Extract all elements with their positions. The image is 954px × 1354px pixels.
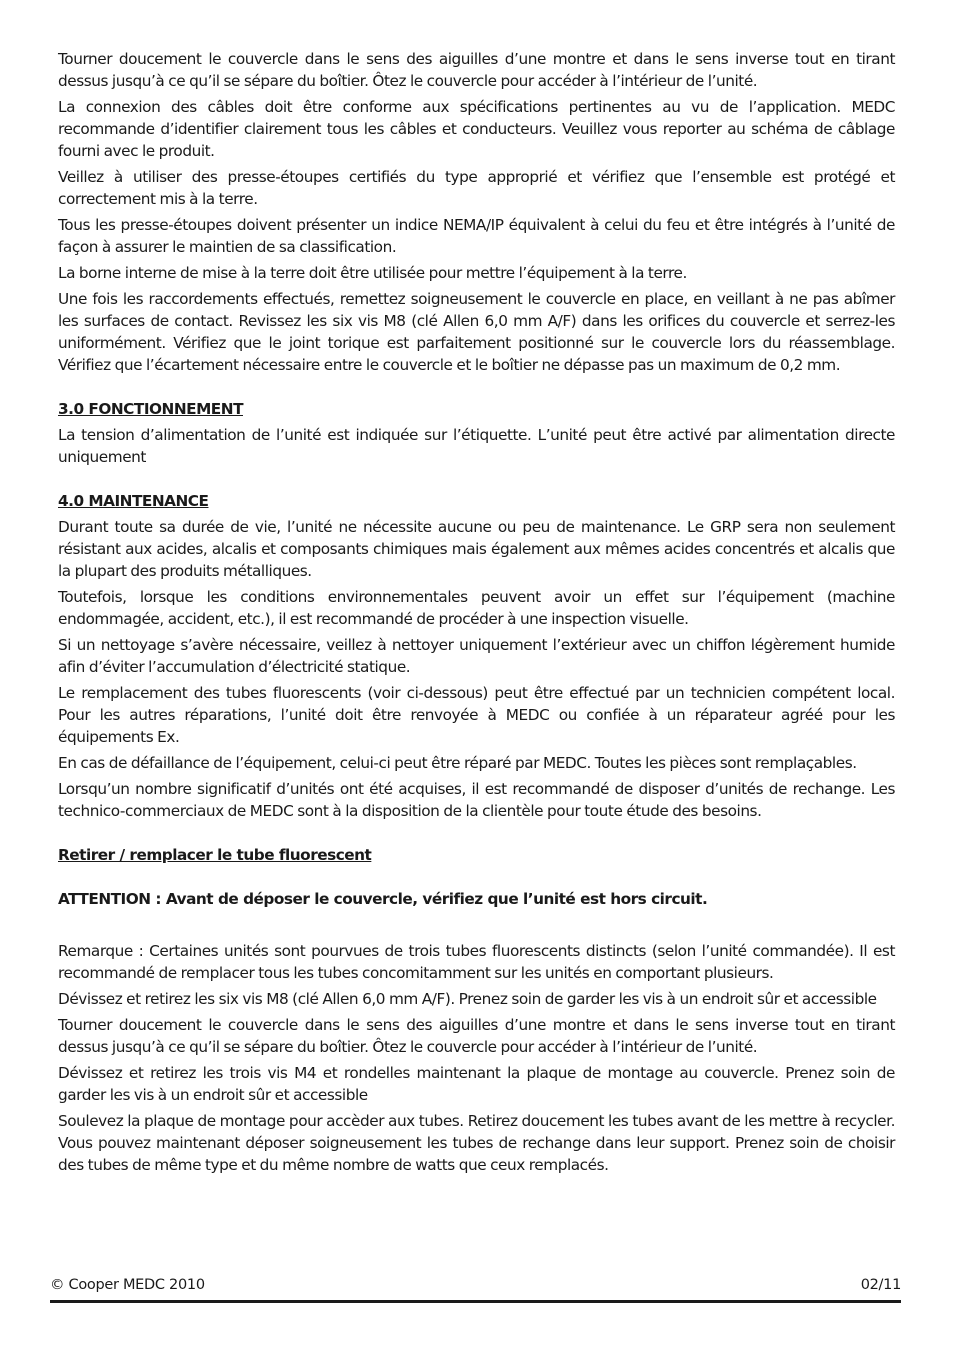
- footer-copyright: © Cooper MEDC 2010: [50, 1277, 205, 1293]
- paragraph: Lorsqu’un nombre significatif d’unités ont été acquises, il est recommandé de disposer d’unités de rechange. Les technico-commerciaux de MEDC sont à la disposition de la clientèle pour toute étude des besoins.: [58, 780, 895, 820]
- paragraph: Remarque : Certaines unités sont pourvues de trois tubes fluorescents distincts (selon l’unité commandée). Il est recommandé de remplacer tous les tubes concomitamment sur les unités en comportant plusieurs.: [58, 942, 895, 982]
- document-body: [58, 48, 895, 1180]
- paragraph: Tous les presse-étoupes doivent présenter un indice NEMA/IP équivalent à celui du feu et être intégrés à l’unité de façon à assurer le maintien de sa classification.: [58, 216, 895, 256]
- paragraph: Durant toute sa durée de vie, l’unité ne nécessite aucune ou peu de maintenance. Le GRP sera non seulement résistant aux acides, alcalis et composants chimiques mais également aux mêmes acides concentrés et alcalis que la plupart des produits métalliques.: [58, 518, 895, 580]
- paragraph: La tension d’alimentation de l’unité est indiquée sur l’étiquette. L’unité peut être activé par alimentation directe uniquement: [58, 426, 895, 466]
- paragraph: La connexion des câbles doit être conforme aux spécifications pertinentes au vu de l’application. MEDC recommande d’identifier clairement tous les câbles et conducteurs. Veuillez vous reporter au schéma de câblage fourni avec le produit.: [58, 98, 895, 160]
- section-heading-tube: Retirer / remplacer le tube fluorescent: [58, 846, 372, 864]
- paragraph: Si un nettoyage s’avère nécessaire, veillez à nettoyer uniquement l’extérieur avec un chiffon légèrement humide afin d’éviter l’accumulation d’électricité statique.: [58, 636, 895, 676]
- paragraph: Tourner doucement le couvercle dans le sens des aiguilles d’une montre et dans le sens inverse tout en tirant dessus jusqu’à ce qu’il se sépare du boîtier. Ôtez le couvercle pour accéder à l’intérieur de l’unité.: [58, 1016, 895, 1056]
- paragraph: Veillez à utiliser des presse-étoupes certifiés du type approprié et vérifiez que l’ensemble est protégé et correctement mis à la terre.: [58, 168, 895, 208]
- page-footer: [50, 1277, 901, 1299]
- paragraph: Soulevez la plaque de montage pour accèder aux tubes. Retirez doucement les tubes avant de les mettre à recycler. Vous pouvez maintenant déposer soigneusement les tubes de rechange dans leur support. Prenez soin de choisir des tubes de même type et du même nombre de watts que ceux remplacés.: [58, 1112, 895, 1174]
- paragraph: Dévissez et retirez les trois vis M4 et rondelles maintenant la plaque de montage au couvercle. Prenez soin de garder les vis à un endroit sûr et accessible: [58, 1064, 895, 1104]
- footer-rule: [50, 1300, 901, 1303]
- paragraph: En cas de défaillance de l’équipement, celui-ci peut être réparé par MEDC. Toutes les pièces sont remplaçables.: [58, 754, 857, 772]
- paragraph: Toutefois, lorsque les conditions environnementales peuvent avoir un effet sur l’équipement (machine endommagée, accident, etc.), il est recommandé de procéder à une inspection visuelle.: [58, 588, 895, 628]
- paragraph: Le remplacement des tubes fluorescents (voir ci-dessous) peut être effectué par un technicien compétent local. Pour les autres réparations, l’unité doit être renvoyée à MEDC ou confiée à un réparateur agréé pour les équipements Ex.: [58, 684, 895, 746]
- paragraph: Dévissez et retirez les six vis M8 (clé Allen 6,0 mm A/F). Prenez soin de garder les vis à un endroit sûr et accessible: [58, 990, 877, 1008]
- section-heading-fonctionnement: 3.0 FONCTIONNEMENT: [58, 400, 243, 418]
- section-heading-maintenance: 4.0 MAINTENANCE: [58, 492, 209, 510]
- paragraph: Tourner doucement le couvercle dans le sens des aiguilles d’une montre et dans le sens inverse tout en tirant dessus jusqu’à ce qu’il se sépare du boîtier. Ôtez le couvercle pour accéder à l’intérieur de l’unité.: [58, 50, 895, 90]
- attention-notice: ATTENTION : Avant de déposer le couvercle, vérifiez que l’unité est hors circuit.: [58, 890, 708, 908]
- paragraph: La borne interne de mise à la terre doit être utilisée pour mettre l’équipement à la terre.: [58, 264, 687, 282]
- footer-date: 02/11: [860, 1277, 901, 1293]
- paragraph: Une fois les raccordements effectués, remettez soigneusement le couvercle en place, en veillant à ne pas abîmer les surfaces de contact. Revissez les six vis M8 (clé Allen 6,0 mm A/F) dans les orifices du couvercle et serrez-les uniformément. Vérifiez que le joint torique est parfaitement positionné sur le couvercle lors du réassemblage. Vérifiez que l’écartement nécessaire entre le couvercle et le boîtier ne dépasse pas un maximum de 0,2 mm.: [58, 290, 895, 374]
